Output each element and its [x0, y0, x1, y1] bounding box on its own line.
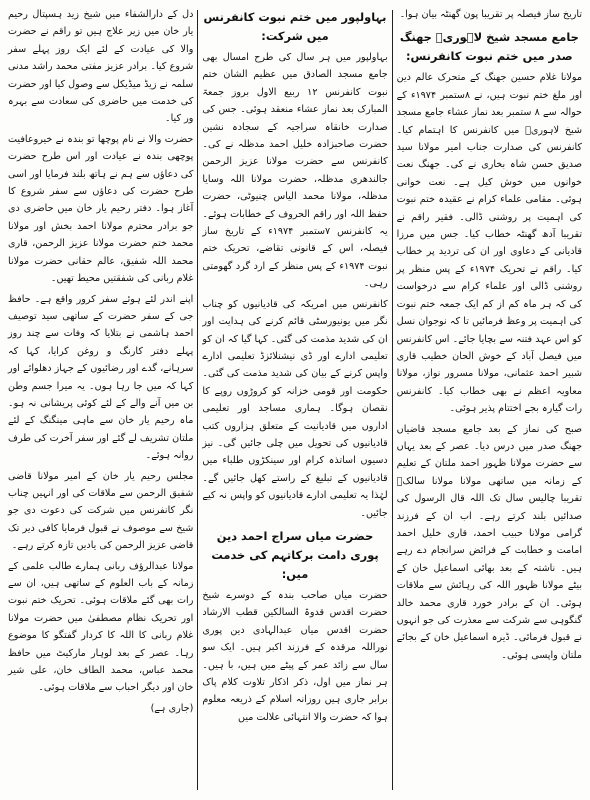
section-heading: بہاولپور میں ختم نبوت کانفرنس میں شرکت: [203, 10, 387, 43]
paragraph-gap [397, 664, 582, 667]
column-right [393, 6, 586, 794]
column-middle [198, 6, 391, 794]
article-paragraph: حضرت میاں صاحب بندہ کے دوسرے شیخ حضرت اقدس قدوۃ السالکین قطب الارشاد حضرت اقدس میاں عبدالہادی دین پوری نوراللہ مرقدہ کے فرزند اکبر ہیں۔ ایک سو سال سے زائد عمر کے پیٹے میں ہیں، با ہیں۔ ہر نماز میں اول، ذکر اذکار تلاوت کلام پاک برابر جاری ہیں روزانہ اسلام کے ذریعہ معلوم ہوا کہ حضرت والا انتہائی علالت میں [202, 589, 388, 723]
article-paragraph: تاریخ ساز فیصلہ پر تقریبا پون گھنٹہ بیان ہوا۔ [399, 9, 582, 20]
paragraph-gap [397, 23, 582, 26]
paragraph-gap [202, 726, 387, 729]
article-paragraph: دل کے دارالشفاء میں شیخ زید ہسپتال رحیم یار خان میں زیر علاج ہیں تو راقم نے حضرت والا کی عیادت کے لئے ایک روز پہلے سفر شروع کیا۔ برادر عزیز مفتی محمد راشد مدنی سلمہ نے زیڈ میڈیکل سے وصول کیا اور حضرت کی خدمت میں حاضری کی سعادت سے بہرہ ور کیا۔ [8, 9, 194, 125]
article-paragraph: مولانا عبدالرؤف ربانی ہمارے طالب علمی کے زمانہ کے باب العلوم کے ساتھی ہیں، ان سے رات بھی گئے ملاقات ہوئی۔ تحریک ختم نبوت اور تحریک نظام مصطفیٰ میں حضرت مولانا غلام ربانی کا اللہ کا کردار گفتگو کا موضوع رہا۔ عصر کے بعد لوہار مارکیٹ میں حافظ محمد عباس، محمد الطاف خان، علی شیر خان اور دیگر احباب سے ملاقات ہوئی۔ [8, 560, 194, 694]
article-paragraph: صبح کی نماز کے بعد جامع مسجد قاضیاں جھنگ صدر میں درس دیا۔ عصر کے بعد یہاں سے حضرت مولانا ظہور احمد ملتان کے تعلیم کے زمانہ میں ساتھی مولانا مولانا سالکؒ تقریبا چالیس سال تک اللہ قال الرسول کی صدائیں بلند کرتے رہے۔ اب ان کے فرزند گرامی مولانا حبیب احمد، قاری خلیل احمد امامت و خطابت کے فرائض سرانجام دے رہے ہیں۔ ناشتہ کے بعد بھائی اسماعیل خان کے بیٹے مولانا ظہور اللہ کی رہائش سے ملاقات ہوئی۔ ان کے برادر خورد قاری محمد خالد گنگوہی سے شرکت سے معذرت کی جو انہوں نے قبول فرمائی۔ ڈیرہ اسماعیل خان کے بجائے ملتان واپسی ہوئی۔ [396, 423, 582, 661]
article-paragraph: بہاولپور میں ہر سال کی طرح امسال بھی جامع مسجد الصادق میں عظیم الشان ختم نبوت کانفرنس ۱۲ ربیع الاول بروز جمعۃ المبارک بعد نماز عشاء منعقد ہوئی۔ جس کی صدارت خانقاہ سراجیہ کے سجادہ نشین حضرت صاحبزادہ خلیل احمد مدظلہ نے کی۔ کانفرنس سے حضرت مولانا عزیز الرحمن جالندھری مدظلہ، حضرت مولانا اللہ وسایا مدظلہ، مولانا محمد الیاس چنیوٹی، حضرت حفظ اللہ اور راقم الحروف کے خطابات ہوئے۔ یہ کانفرنس ۷ستمبر ۱۹۷۴ء کے تاریخ ساز فیصلہ، اس کے قانونی تقاضے، تحریک ختم نبوت ۱۹۷۴ء کے پس منظر کے ارد گرد گھومتی رہی۔ [202, 52, 388, 290]
article-paragraph: مولانا غلام حسین جھنگ کے متحرک عالم دین اور ملغ ختم نبوت ہیں، نے ۸ستمبر ۱۹۷۴ء کے حوالہ سے ۸ ستمبر بعد نماز عشاء جامع مسجد شیخ لاہوریؒ میں کانفرنس کا اہتمام کیا۔ کانفرنس کی صدارت جناب امیر مولانا سید صدیق حسن شاہ بخاری نے کی۔ جھنگ نعت خوانوں میں خوش کیل ہے۔ نعت خوانی ہوئی۔ مقامی علماء کرام نے عقیدہ ختم نبوت کی اہمیت پر روشنی ڈالی۔ فقیر راقم نے تقریبا آدھ گھنٹہ خطاب کیا۔ جس میں مرزا قادیانی کے دعاوی اور ان کی تردید پر خطاب کیا۔ راقم نے تحریک ۱۹۷۴ء کے پس منظر پر روشنی ڈالی اور علماء کرام سے درخواست کی کہ ہر ماہ کم از کم ایک جمعہ ختم نبوت کی اہمیت پر وعظ فرمائیں تا کہ نوجوان نسل کو اس عہد فتنہ سے بچایا جائے۔ اس کانفرنس میں فیصل آباد کے خوش الحان خطیب قاری شبیر احمد عثمانی، مولانا مسرور نواز، مولانا معاویہ اعظم نے بھی خطاب کیا۔ کانفرنس رات گیارہ بجے اختتام پذیر ہوئی۔ [396, 72, 583, 415]
article-paragraph: مجلس رحیم یار خان کے امیر مولانا قاضی شفیق الرحمن سے ملاقات کی اور انہیں چناب نگر کانفرنس میں شرکت کی دعوت دی جو شیخ سے موصوف نے قبول فرمایا کافی دیر تک قاضی عزیز الرحمن کی یادیں تازہ کرتے رہے۔ [8, 470, 194, 552]
paragraph-gap [8, 717, 193, 720]
paragraph-gap [202, 522, 387, 525]
article-paragraph: حضرت والا نے نام پوچھا تو بندہ نے خیروعافیت پوچھی بندہ نے عیادت اور اس طرح حضرت کی دعاؤں سے ہم نے ہاتھ بلند فرمایا اور اسی طرح حضرت کی دعاؤں سے سفر شروع کا آغاز ہوا۔ دفتر رحیم یار خان میں حاضری دی جو برادر محترم مولانا احمد بخش اور مولانا محمد ختم حضرت مولانا عزیز الرحمن، قاری محمد اللہ شفیق، عالم حقانی حضرت مولانا غلام ربانی کی شفقتیں محیط تھیں۔ [8, 133, 194, 285]
article-paragraph: اپنے اندر لئے ہوئے سفر کرور واقع ہے۔ حافظ جی کے سفر حضرت کے ساتھی سید توصیف احمد ہاشمی نے بتلایا کہ وفات سے چند روز پہلے دفتر کارنگ و روغن کرایا، کہا کہ سرہانے، گدے اور رضائیوں کے جہاز دھلوائے اور کہا کہ میں جا رہا ہوں۔ یہ میرا جسم وطن بن میں آنے والے کے لئے کوئی پریشانی نہ ہو۔ ماہ رحیم یار خان سے ماہی مینگنگ کے لئے ملتان تشریف لے گئے اور سفر آخرت کی طرف روانہ ہوئے۔ [8, 293, 194, 462]
section-heading: حضرت میاں سراج احمد دین پوری دامت برکاتہم کی خدمت میں: [211, 528, 379, 581]
article-paragraph: (جاری ہے) [150, 702, 194, 714]
column-left [4, 6, 197, 794]
section-heading: جامع مسجد شیخ لاہوریؒ جھنگ صدر میں ختم نبوت کانفرنس: [399, 30, 579, 64]
article-paragraph: کانفرنس میں امریکہ کی قادیانیوں کو چناب نگر میں یونیورسٹی قائم کرنے کی ہدایت اور ان کی شدید مذمت کی گئی۔ کہا گیا کہ ان کو تعلیمی ادارے اور ڈی نیشنلائزڈ تعلیمی ادارے واپس کرنے کے بیان کی شدید مذمت کی گئی۔ حکومت اور قومی خزانہ کو کروڑوں روپے کا نقصان ہوگا۔ ہماری مساجد اور تعلیمی اداروں میں قادیانیت کے متعلق ہزاروں کتب قادیانیوں کی تحویل میں چلی جائیں گی۔ نیز دسیوں اساتذہ کرام اور سینکڑوں طلباء میں قادیانیوں کے تبلیغ کے راستے کھل جائیں گے۔ لہٰذا یہ تعلیمی ادارے قادیانیوں کو واپس نہ کیے جائیں۔ [202, 298, 388, 519]
